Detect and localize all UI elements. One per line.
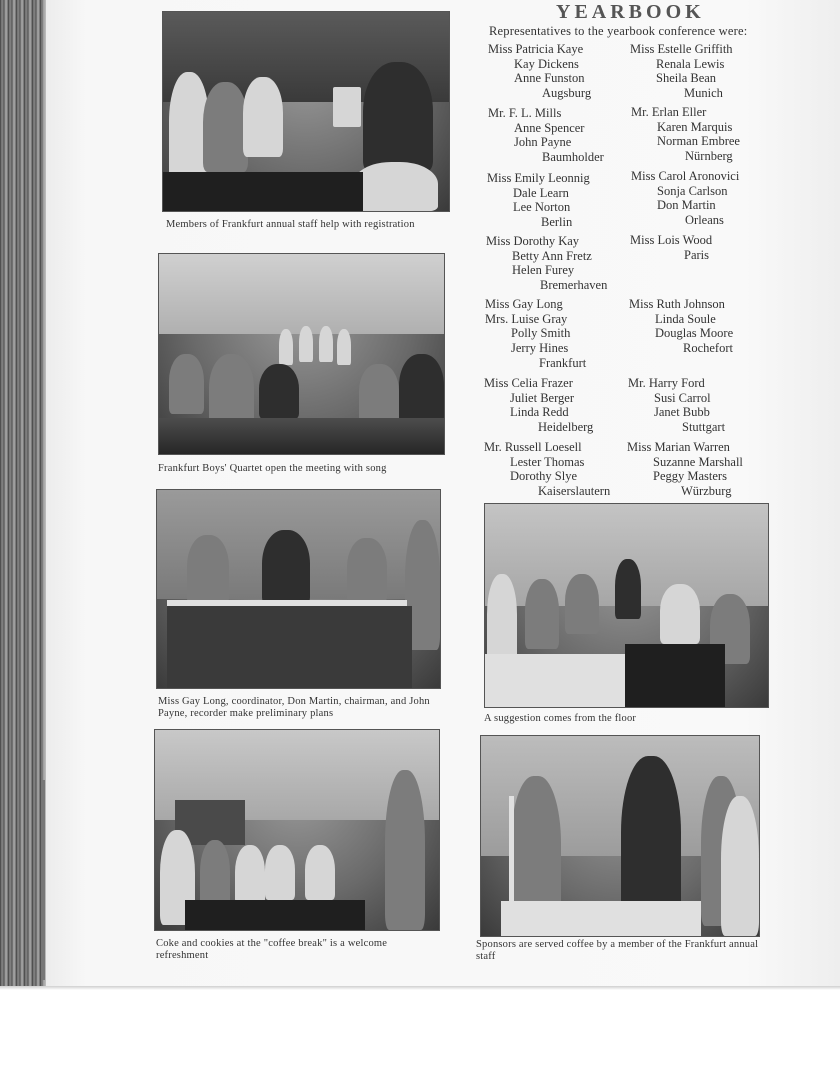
rep-name: Sonja Carlson [657, 183, 728, 198]
rep-name: Mr. Harry Ford [628, 376, 705, 390]
rep-name: John Payne [514, 135, 572, 150]
rep-name: Susi Carrol [654, 390, 711, 405]
page-edge-line [42, 780, 45, 980]
intro-text: Representatives to the yearbook conference were: [489, 24, 748, 38]
rep-city: Baumholder [542, 150, 604, 165]
rep-name: Miss Celia Frazer [484, 376, 573, 390]
rep-city: Munich [684, 86, 723, 101]
rep-city: Rochefort [683, 341, 733, 356]
rep-name: Linda Soule [655, 311, 716, 326]
rep-name: Lester Thomas [510, 454, 585, 469]
rep-name: Peggy Masters [653, 469, 727, 484]
caption-coffee-break: Coke and cookies at the "coffee break" is a welcome refreshment [156, 938, 388, 961]
rep-city: Orleans [685, 213, 724, 228]
photo-coordinators [156, 489, 441, 689]
rep-name: Kay Dickens [514, 56, 579, 71]
rep-name: Miss Estelle Griffith [630, 42, 733, 56]
rep-name: Miss Dorothy Kay [486, 234, 580, 248]
photo-quartet [158, 253, 445, 455]
rep-city: Heidelberg [538, 420, 594, 435]
rep-name: Anne Funston [514, 71, 585, 86]
caption-sponsors: Sponsors are served coffee by a member of the Frankfurt annual staff [476, 939, 759, 962]
rep-group-berlin [487, 171, 590, 230]
rep-group-heidelberg [484, 376, 593, 435]
rep-city: Bremerhaven [540, 278, 608, 293]
rep-group-rochefort [629, 297, 733, 356]
rep-name: Miss Carol Aronovici [631, 169, 740, 183]
rep-name: Suzanne Marshall [653, 454, 743, 469]
photo-coffee-break [154, 729, 440, 931]
rep-city: Kaiserslautern [538, 484, 611, 499]
rep-name: Dale Learn [513, 185, 569, 200]
rep-city: Würzburg [681, 484, 732, 499]
photo-registration [162, 11, 450, 212]
caption-registration: Members of Frankfurt annual staff help with registration [166, 219, 415, 230]
page-title: YEARBOOK [556, 1, 705, 23]
rep-name: Mrs. Luise Gray [485, 311, 568, 326]
rep-name: Juliet Berger [510, 390, 574, 405]
rep-group-augsburg [488, 42, 591, 101]
rep-group-bremerhaven [486, 234, 607, 293]
rep-name: Mr. Russell Loesell [484, 440, 582, 454]
rep-group-orleans [631, 169, 739, 228]
page-bottom-edge [0, 986, 840, 990]
rep-name: Janet Bubb [654, 405, 710, 420]
rep-name: Miss Lois Wood [630, 233, 713, 247]
rep-group-munich [630, 42, 733, 101]
rep-name: Don Martin [657, 198, 716, 213]
rep-group-stuttgart [628, 376, 725, 435]
rep-name: Mr. F. L. Mills [488, 106, 562, 120]
rep-group-wurzburg [627, 440, 743, 499]
caption-quartet: Frankfurt Boys' Quartet open the meeting with song [158, 463, 387, 474]
rep-name: Polly Smith [511, 326, 571, 341]
rep-group-baumholder [488, 106, 604, 165]
rep-name: Dorothy Slye [510, 469, 578, 484]
rep-name: Miss Ruth Johnson [629, 297, 725, 311]
rep-city: Berlin [541, 215, 573, 230]
photo-suggestion [484, 503, 769, 708]
rep-name: Mr. Erlan Eller [631, 105, 707, 119]
rep-name: Betty Ann Fretz [512, 248, 592, 263]
rep-name: Miss Emily Leonnig [487, 171, 590, 185]
book-binding-edge [0, 0, 46, 990]
rep-group-nurnberg [631, 105, 740, 164]
caption-coordinators: Miss Gay Long, coordinator, Don Martin, chairman, and John Payne, recorder make preliminary plans [158, 696, 430, 719]
rep-name: Anne Spencer [514, 120, 585, 135]
rep-city: Stuttgart [682, 420, 726, 435]
rep-name: Miss Patricia Kaye [488, 42, 584, 56]
rep-group-kaiserslautern [484, 440, 610, 499]
rep-name: Karen Marquis [657, 119, 733, 134]
rep-name: Renala Lewis [656, 56, 725, 71]
rep-name: Lee Norton [513, 200, 571, 215]
caption-suggestion: A suggestion comes from the floor [484, 713, 637, 724]
rep-name: Miss Marian Warren [627, 440, 730, 454]
rep-name: Helen Furey [512, 263, 575, 278]
rep-name: Norman Embree [657, 134, 740, 149]
rep-group-frankfurt [485, 297, 586, 370]
rep-city: Nürnberg [685, 149, 733, 164]
rep-city: Paris [684, 247, 709, 262]
rep-name: Douglas Moore [655, 326, 734, 341]
rep-name: Linda Redd [510, 405, 569, 420]
rep-city: Frankfurt [539, 355, 587, 370]
rep-city: Augsburg [542, 86, 592, 101]
rep-name: Miss Gay Long [485, 297, 563, 311]
rep-group-paris [630, 233, 712, 262]
rep-name: Jerry Hines [511, 341, 569, 356]
photo-sponsors [480, 735, 760, 937]
rep-name: Sheila Bean [656, 71, 717, 86]
